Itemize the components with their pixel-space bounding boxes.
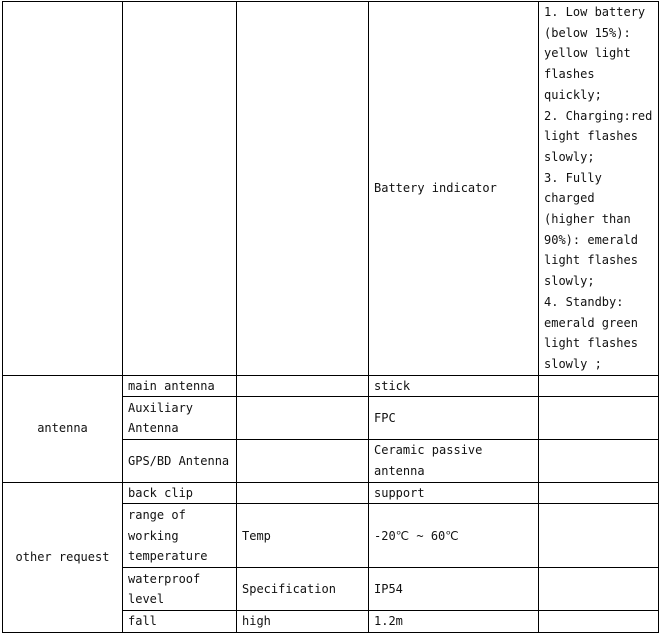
table-cell xyxy=(237,2,369,376)
item-line: main antenna xyxy=(128,378,215,393)
param-cell: Temp xyxy=(237,504,369,568)
item-cell xyxy=(123,568,237,611)
table-cell xyxy=(539,397,659,440)
param-cell xyxy=(237,440,369,482)
desc-line: slowly ; xyxy=(544,356,602,371)
table-cell xyxy=(539,440,659,482)
other-group-label: other request xyxy=(3,482,123,632)
table-row xyxy=(3,375,659,397)
item-line: waterproof xyxy=(128,571,201,586)
desc-line: flashes xyxy=(544,67,595,82)
param-cell: Specification xyxy=(237,568,369,611)
desc-line: 1. Low battery xyxy=(544,5,646,19)
desc-line: slowly; xyxy=(544,149,595,164)
param-cell xyxy=(237,397,369,440)
table-cell xyxy=(539,482,659,504)
item-line: back clip xyxy=(128,485,194,500)
item-cell xyxy=(123,504,237,568)
desc-line: (below 15%): xyxy=(544,25,631,40)
desc-line: yellow light xyxy=(544,46,631,61)
value-cell: 1.2m xyxy=(369,611,539,633)
desc-line: light flashes xyxy=(544,129,638,144)
desc-line: quickly; xyxy=(544,87,602,102)
item-cell xyxy=(123,440,237,482)
item-cell xyxy=(123,397,237,440)
spec-table xyxy=(2,1,659,633)
table-row xyxy=(3,482,659,504)
desc-line: (higher than xyxy=(544,212,631,227)
battery-indicator-label: Battery indicator xyxy=(369,2,539,376)
desc-line: emerald green xyxy=(544,315,638,330)
item-line: fall xyxy=(128,614,157,629)
desc-line: 90%): emerald xyxy=(544,232,638,247)
value-cell: FPC xyxy=(369,397,539,440)
value-cell: -20℃ ~ 60℃ xyxy=(369,504,539,568)
item-line: GPS/BD Antenna xyxy=(128,453,230,468)
table-cell xyxy=(539,375,659,397)
item-line: range of xyxy=(128,507,186,522)
table-row-battery xyxy=(3,2,659,376)
value-cell: IP54 xyxy=(369,568,539,611)
desc-line: light flashes xyxy=(544,253,638,268)
desc-line: light flashes xyxy=(544,336,638,351)
value-cell: stick xyxy=(369,375,539,397)
param-cell xyxy=(237,482,369,504)
table-cell xyxy=(539,611,659,633)
item-line: working xyxy=(128,528,179,543)
item-line: level xyxy=(128,592,165,607)
param-cell: high xyxy=(237,611,369,633)
table-cell xyxy=(3,2,123,376)
item-cell xyxy=(123,375,237,397)
desc-line: 3. Fully charged xyxy=(544,170,602,206)
value-cell: support xyxy=(369,482,539,504)
table-cell xyxy=(123,2,237,376)
item-line: Antenna xyxy=(128,421,179,436)
table-cell xyxy=(539,504,659,568)
battery-indicator-description xyxy=(539,2,659,376)
desc-line: 2. Charging:red xyxy=(544,108,653,123)
antenna-group-label: antenna xyxy=(3,375,123,482)
item-cell xyxy=(123,611,237,633)
param-cell xyxy=(237,375,369,397)
desc-line: 4. Standby: xyxy=(544,294,624,309)
item-line: temperature xyxy=(128,549,208,564)
item-cell xyxy=(123,482,237,504)
desc-line: slowly; xyxy=(544,274,595,289)
table-cell xyxy=(539,568,659,611)
item-line: Auxiliary xyxy=(128,400,194,415)
value-cell: Ceramic passive antenna xyxy=(369,440,539,482)
